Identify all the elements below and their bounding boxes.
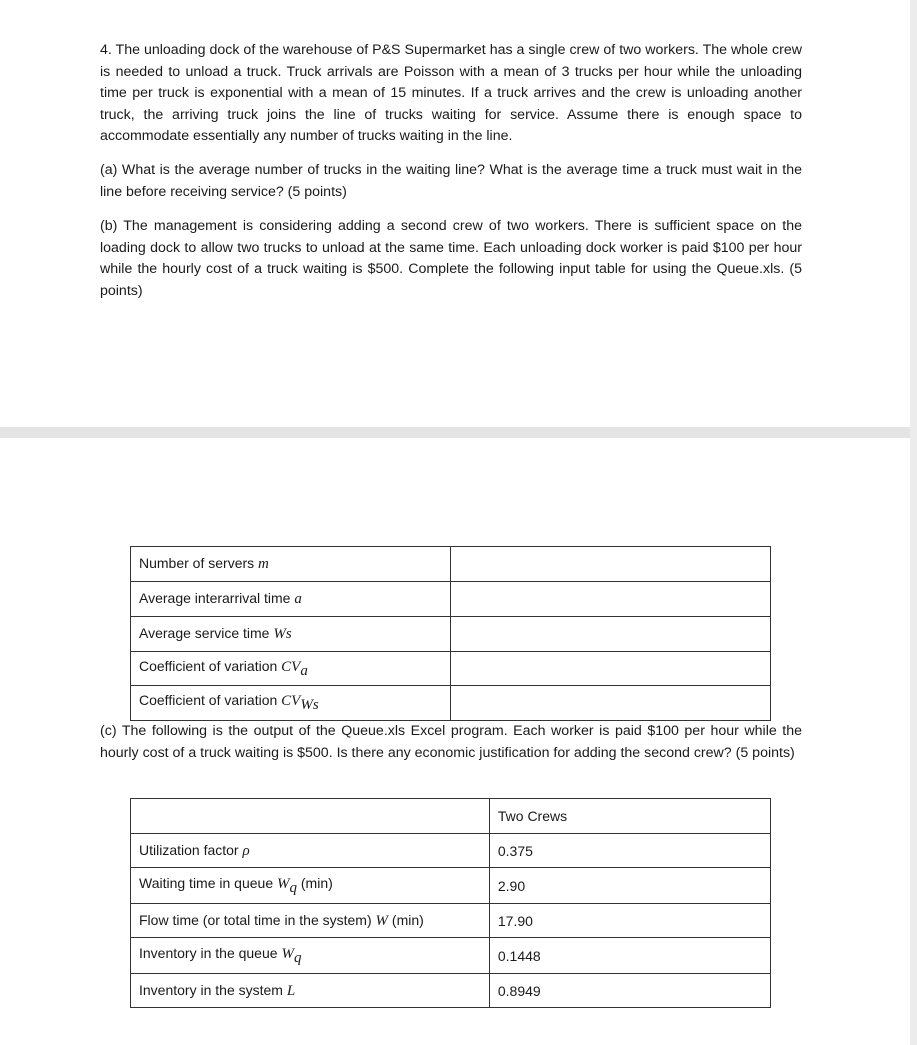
question-part-b: (b) The management is considering adding a second crew of two workers. There is sufficient space on the loading dock to allow two trucks to unload at the same time. Each unloading dock worker is paid $100 per hour while the hourly cost of a truck waiting is $500. Complete the following input table for using the Queue.xls. (5 points) — [100, 218, 802, 299]
row-label: Inventory in the system L — [131, 974, 490, 1008]
row-label: Average service time Ws — [131, 617, 451, 652]
question-part-c: (c) The following is the output of the Queue.xls Excel program. Each worker is paid $100 per hour while the hourly cost of a truck waiting is $500. Is there any economic justification for adding the second crew? (5 points) — [100, 723, 802, 761]
row-label: Inventory in the queue $W_q$ — [131, 938, 490, 974]
row-label: Coefficient of variation $CV_{Ws}$ — [131, 686, 451, 721]
input-cell[interactable] — [451, 547, 771, 582]
value-cell: 0.375 — [489, 834, 770, 868]
row-label: Coefficient of variation $CV_a$ — [131, 652, 451, 686]
question-intro: 4. The unloading dock of the warehouse of P&S Supermarket has a single crew of two workers. The whole crew is needed to unload a truck. Truck arrivals are Poisson with a mean of 3 trucks per hour while the unloading time per truck is exponential with a mean of 15 minutes. If a truck arrives and the crew is unloading another truck, the arriving truck joins the line of trucks waiting for service. Assume there is enough space to accommodate essentially any number of trucks waiting in the line. — [100, 42, 802, 145]
table-row — [131, 868, 771, 904]
table-row — [131, 547, 771, 582]
row-label: Number of servers m — [131, 547, 451, 582]
row-label: Average interarrival time a — [131, 582, 451, 617]
column-header: Two Crews — [489, 799, 770, 834]
table-row — [131, 582, 771, 617]
table-row — [131, 938, 771, 974]
page-break — [0, 427, 917, 438]
row-label: Flow time (or total time in the system) W (min) — [131, 904, 490, 938]
input-cell[interactable] — [451, 582, 771, 617]
value-cell: 0.8949 — [489, 974, 770, 1008]
input-cell[interactable] — [451, 652, 771, 686]
scroll-gutter — [910, 0, 917, 1045]
header-empty-cell — [131, 799, 490, 834]
table-row — [131, 974, 771, 1008]
row-label: Waiting time in queue $W_q$ (min) — [131, 868, 490, 904]
row-label: Utilization factor ρ — [131, 834, 490, 868]
table-row — [131, 617, 771, 652]
value-cell: 17.90 — [489, 904, 770, 938]
table-row — [131, 652, 771, 686]
question-part-a: (a) What is the average number of trucks in the waiting line? What is the average time a truck must wait in the line before receiving service? (5 points) — [100, 162, 802, 200]
output-table — [130, 798, 771, 1008]
input-cell[interactable] — [451, 617, 771, 652]
input-cell[interactable] — [451, 686, 771, 721]
input-table — [130, 546, 771, 721]
table-row — [131, 686, 771, 721]
table-row — [131, 904, 771, 938]
value-cell: 2.90 — [489, 868, 770, 904]
table-row — [131, 834, 771, 868]
table-header-row — [131, 799, 771, 834]
value-cell: 0.1448 — [489, 938, 770, 974]
